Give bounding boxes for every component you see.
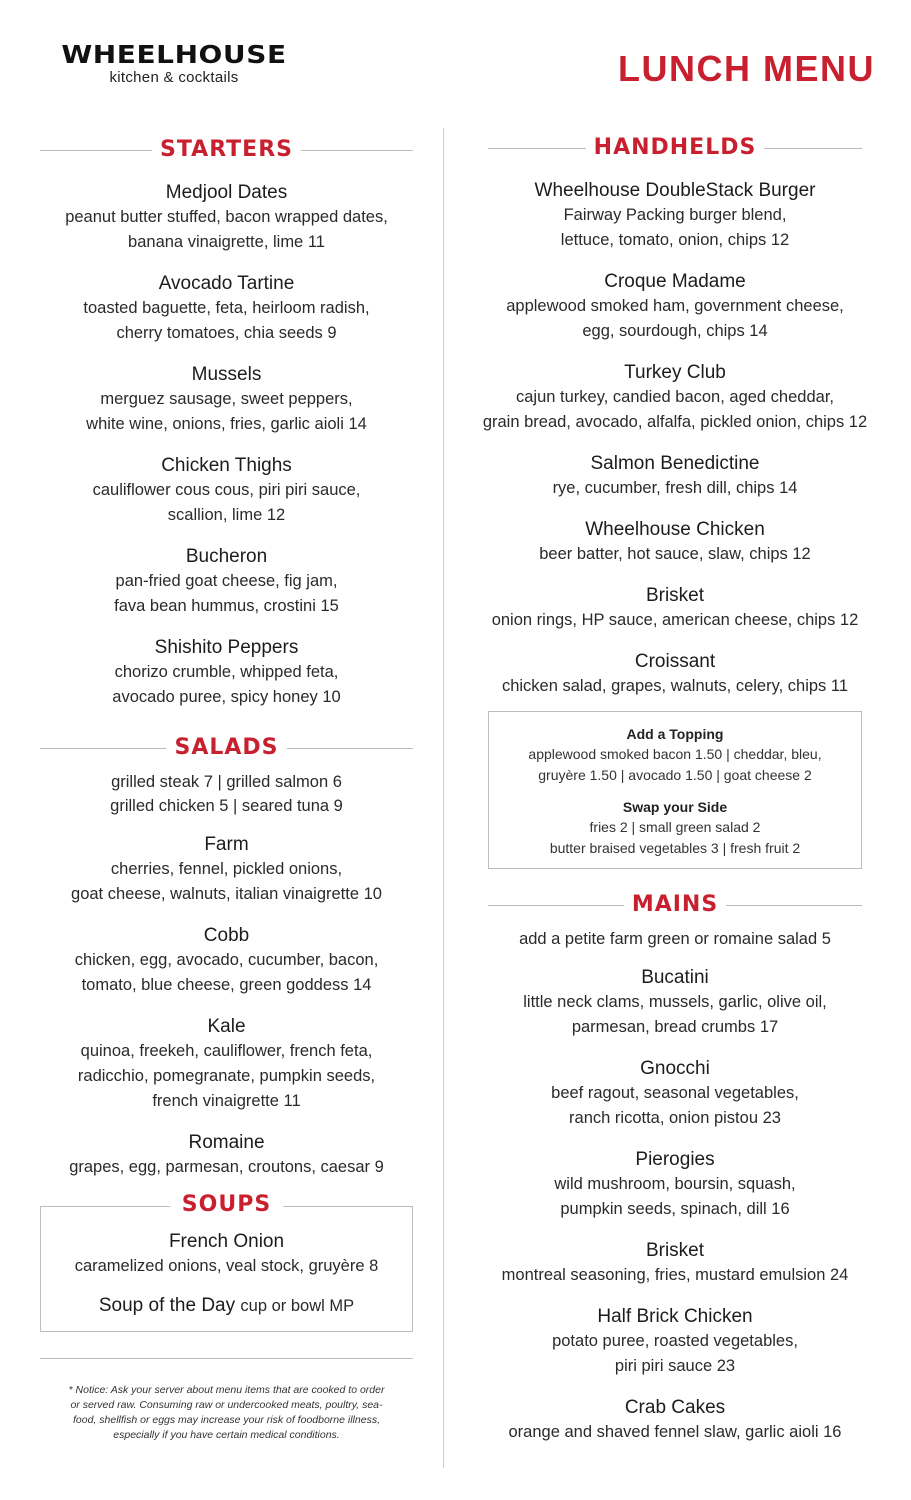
item-description: potato puree, roasted vegetables, piri piri sauce 23: [552, 1332, 798, 1375]
handhelds-heading: [488, 134, 862, 162]
menu-item: [40, 635, 413, 710]
item-name: Half Brick Chicken: [597, 1306, 753, 1327]
item-description: montreal seasoning, fries, mustard emulsion 24: [501, 1266, 849, 1284]
heading-rule: [287, 748, 413, 749]
menu-item: [470, 1238, 880, 1288]
item-name: Croissant: [634, 651, 716, 672]
item-description: merguez sausage, sweet peppers, white wine, onions, fries, garlic aioli 14: [86, 390, 367, 433]
heading-rule: [488, 905, 624, 906]
heading-rule: [764, 148, 862, 149]
item-description: chorizo crumble, whipped feta, avocado puree, spicy honey 10: [112, 663, 341, 706]
item-name: Salmon Benedictine: [590, 453, 760, 474]
item-name: Soup of the Day: [98, 1295, 236, 1316]
menu-item: [40, 832, 413, 907]
menu-item: [49, 1229, 404, 1279]
salad-addons: grilled steak 7 | grilled salmon 6 grilled chicken 5 | seared tuna 9: [110, 773, 343, 815]
heading-rule: [488, 148, 586, 149]
item-name: Chicken Thighs: [161, 455, 292, 476]
item-name: Medjool Dates: [165, 182, 288, 203]
right-column: [470, 134, 880, 1445]
handhelds-heading-label: HANDHELDS: [593, 135, 757, 160]
menu-item: [470, 1147, 880, 1222]
item-name: Croque Madame: [604, 271, 746, 292]
item-name: Cobb: [203, 925, 250, 946]
heading-rule: [301, 150, 413, 151]
extras-box: [488, 711, 862, 869]
item-name: Gnocchi: [640, 1058, 710, 1079]
item-name: Brisket: [645, 1240, 705, 1261]
item-description: wild mushroom, boursin, squash, pumpkin seeds, spinach, dill 16: [554, 1175, 796, 1218]
item-name: Turkey Club: [624, 362, 726, 383]
item-description: onion rings, HP sauce, american cheese, chips 12: [491, 611, 859, 629]
menu-item: [470, 583, 880, 633]
notice-rule: [40, 1358, 413, 1359]
item-name: Kale: [207, 1016, 246, 1037]
menu-item: [470, 965, 880, 1040]
menu-item: [470, 451, 880, 501]
item-description: pan-fried goat cheese, fig jam, fava bean hummus, crostini 15: [114, 572, 339, 615]
left-column: [40, 136, 413, 1443]
item-description: chicken salad, grapes, walnuts, celery, chips 11: [501, 677, 849, 695]
item-description: Fairway Packing burger blend, lettuce, tomato, onion, chips 12: [560, 206, 790, 249]
menu-item: [470, 1395, 880, 1445]
column-divider: [443, 128, 444, 1468]
item-name: Shishito Peppers: [154, 637, 299, 658]
side-options: fries 2 | small green salad 2 butter braised vegetables 3 | fresh fruit 2: [549, 819, 801, 856]
item-name: Bucatini: [641, 967, 709, 988]
menu-item: [40, 453, 413, 528]
item-description: orange and shaved fennel slaw, garlic aioli 16: [508, 1423, 842, 1441]
salads-heading-label: SALADS: [174, 735, 279, 760]
item-description: rye, cucumber, fresh dill, chips 14: [552, 479, 798, 497]
food-safety-notice: * Notice: Ask your server about menu items that are cooked to order or served raw. Consuming raw or undercooked meats, poultry, sea- food, shellfish or eggs may increase your risk of foodborne illness, especially if you have certain medical conditions.: [68, 1384, 385, 1441]
item-name: Romaine: [188, 1132, 265, 1153]
soup-of-the-day: [49, 1293, 404, 1319]
heading-rule: [40, 150, 152, 151]
item-description: chicken, egg, avocado, cucumber, bacon, tomato, blue cheese, green goddess 14: [74, 951, 379, 994]
side-title: Swap your Side: [622, 799, 728, 815]
item-name: Mussels: [191, 364, 262, 385]
heading-rule: [726, 905, 862, 906]
item-description: caramelized onions, veal stock, gruyère 8: [74, 1257, 379, 1275]
page-title: LUNCH MENU: [618, 48, 875, 89]
menu-item: [40, 923, 413, 998]
menu-item: [40, 1014, 413, 1114]
item-name: Crab Cakes: [624, 1397, 726, 1418]
menu-item: [40, 362, 413, 437]
heading-rule: [40, 748, 166, 749]
topping-title: Add a Topping: [626, 726, 724, 742]
item-name: Pierogies: [635, 1149, 715, 1170]
item-description: peanut butter stuffed, bacon wrapped dates, banana vinaigrette, lime 11: [65, 208, 388, 251]
item-description: cauliflower cous cous, piri piri sauce, scallion, lime 12: [92, 481, 361, 524]
item-description: beer batter, hot sauce, slaw, chips 12: [539, 545, 811, 563]
item-description: little neck clams, mussels, garlic, olive oil, parmesan, bread crumbs 17: [523, 993, 827, 1036]
soups-box: [40, 1192, 413, 1332]
item-description: quinoa, freekeh, cauliflower, french feta, radicchio, pomegranate, pumpkin seeds, french vinaigrette 11: [77, 1042, 376, 1110]
menu-item: [470, 1056, 880, 1131]
item-name: Avocado Tartine: [158, 273, 295, 294]
soups-heading-label: SOUPS: [170, 1191, 283, 1219]
item-name: French Onion: [168, 1231, 285, 1252]
item-description: beef ragout, seasonal vegetables, ranch ricotta, onion pistou 23: [551, 1084, 799, 1127]
item-name: Wheelhouse Chicken: [585, 519, 765, 540]
menu-item: [470, 649, 880, 699]
item-name: Wheelhouse DoubleStack Burger: [534, 180, 816, 201]
mains-heading: [488, 891, 862, 919]
item-name: Farm: [204, 834, 249, 855]
menu-item: [470, 360, 880, 435]
menu-item: [470, 178, 880, 253]
menu-item: [40, 544, 413, 619]
menu-item: [40, 180, 413, 255]
mains-heading-label: MAINS: [631, 892, 719, 917]
item-description: cherries, fennel, pickled onions, goat cheese, walnuts, italian vinaigrette 10: [71, 860, 382, 903]
salads-heading: [40, 734, 413, 762]
menu-item: [40, 1130, 413, 1180]
item-description: cajun turkey, candied bacon, aged cheddar, grain bread, avocado, alfalfa, pickled onion, chips 12: [482, 388, 868, 431]
item-description: cup or bowl MP: [240, 1297, 355, 1315]
starters-heading-label: STARTERS: [160, 137, 293, 162]
brand-logo: [34, 42, 314, 86]
starters-heading: [40, 136, 413, 164]
item-description: applewood smoked ham, government cheese, egg, sourdough, chips 14: [506, 297, 844, 340]
mains-note: add a petite farm green or romaine salad 5: [519, 930, 831, 948]
brand-name: WHEELHOUSE: [61, 40, 287, 69]
item-name: Bucheron: [185, 546, 268, 567]
item-description: grapes, egg, parmesan, croutons, caesar 9: [69, 1158, 384, 1176]
menu-item: [470, 517, 880, 567]
topping-options: applewood smoked bacon 1.50 | cheddar, bleu, gruyère 1.50 | avocado 1.50 | goat cheese 2: [528, 746, 822, 783]
brand-tagline: kitchen & cocktails: [109, 69, 239, 86]
menu-item: [470, 1304, 880, 1379]
menu-item: [40, 271, 413, 346]
item-description: toasted baguette, feta, heirloom radish, cherry tomatoes, chia seeds 9: [83, 299, 370, 342]
item-name: Brisket: [645, 585, 705, 606]
menu-item: [470, 269, 880, 344]
